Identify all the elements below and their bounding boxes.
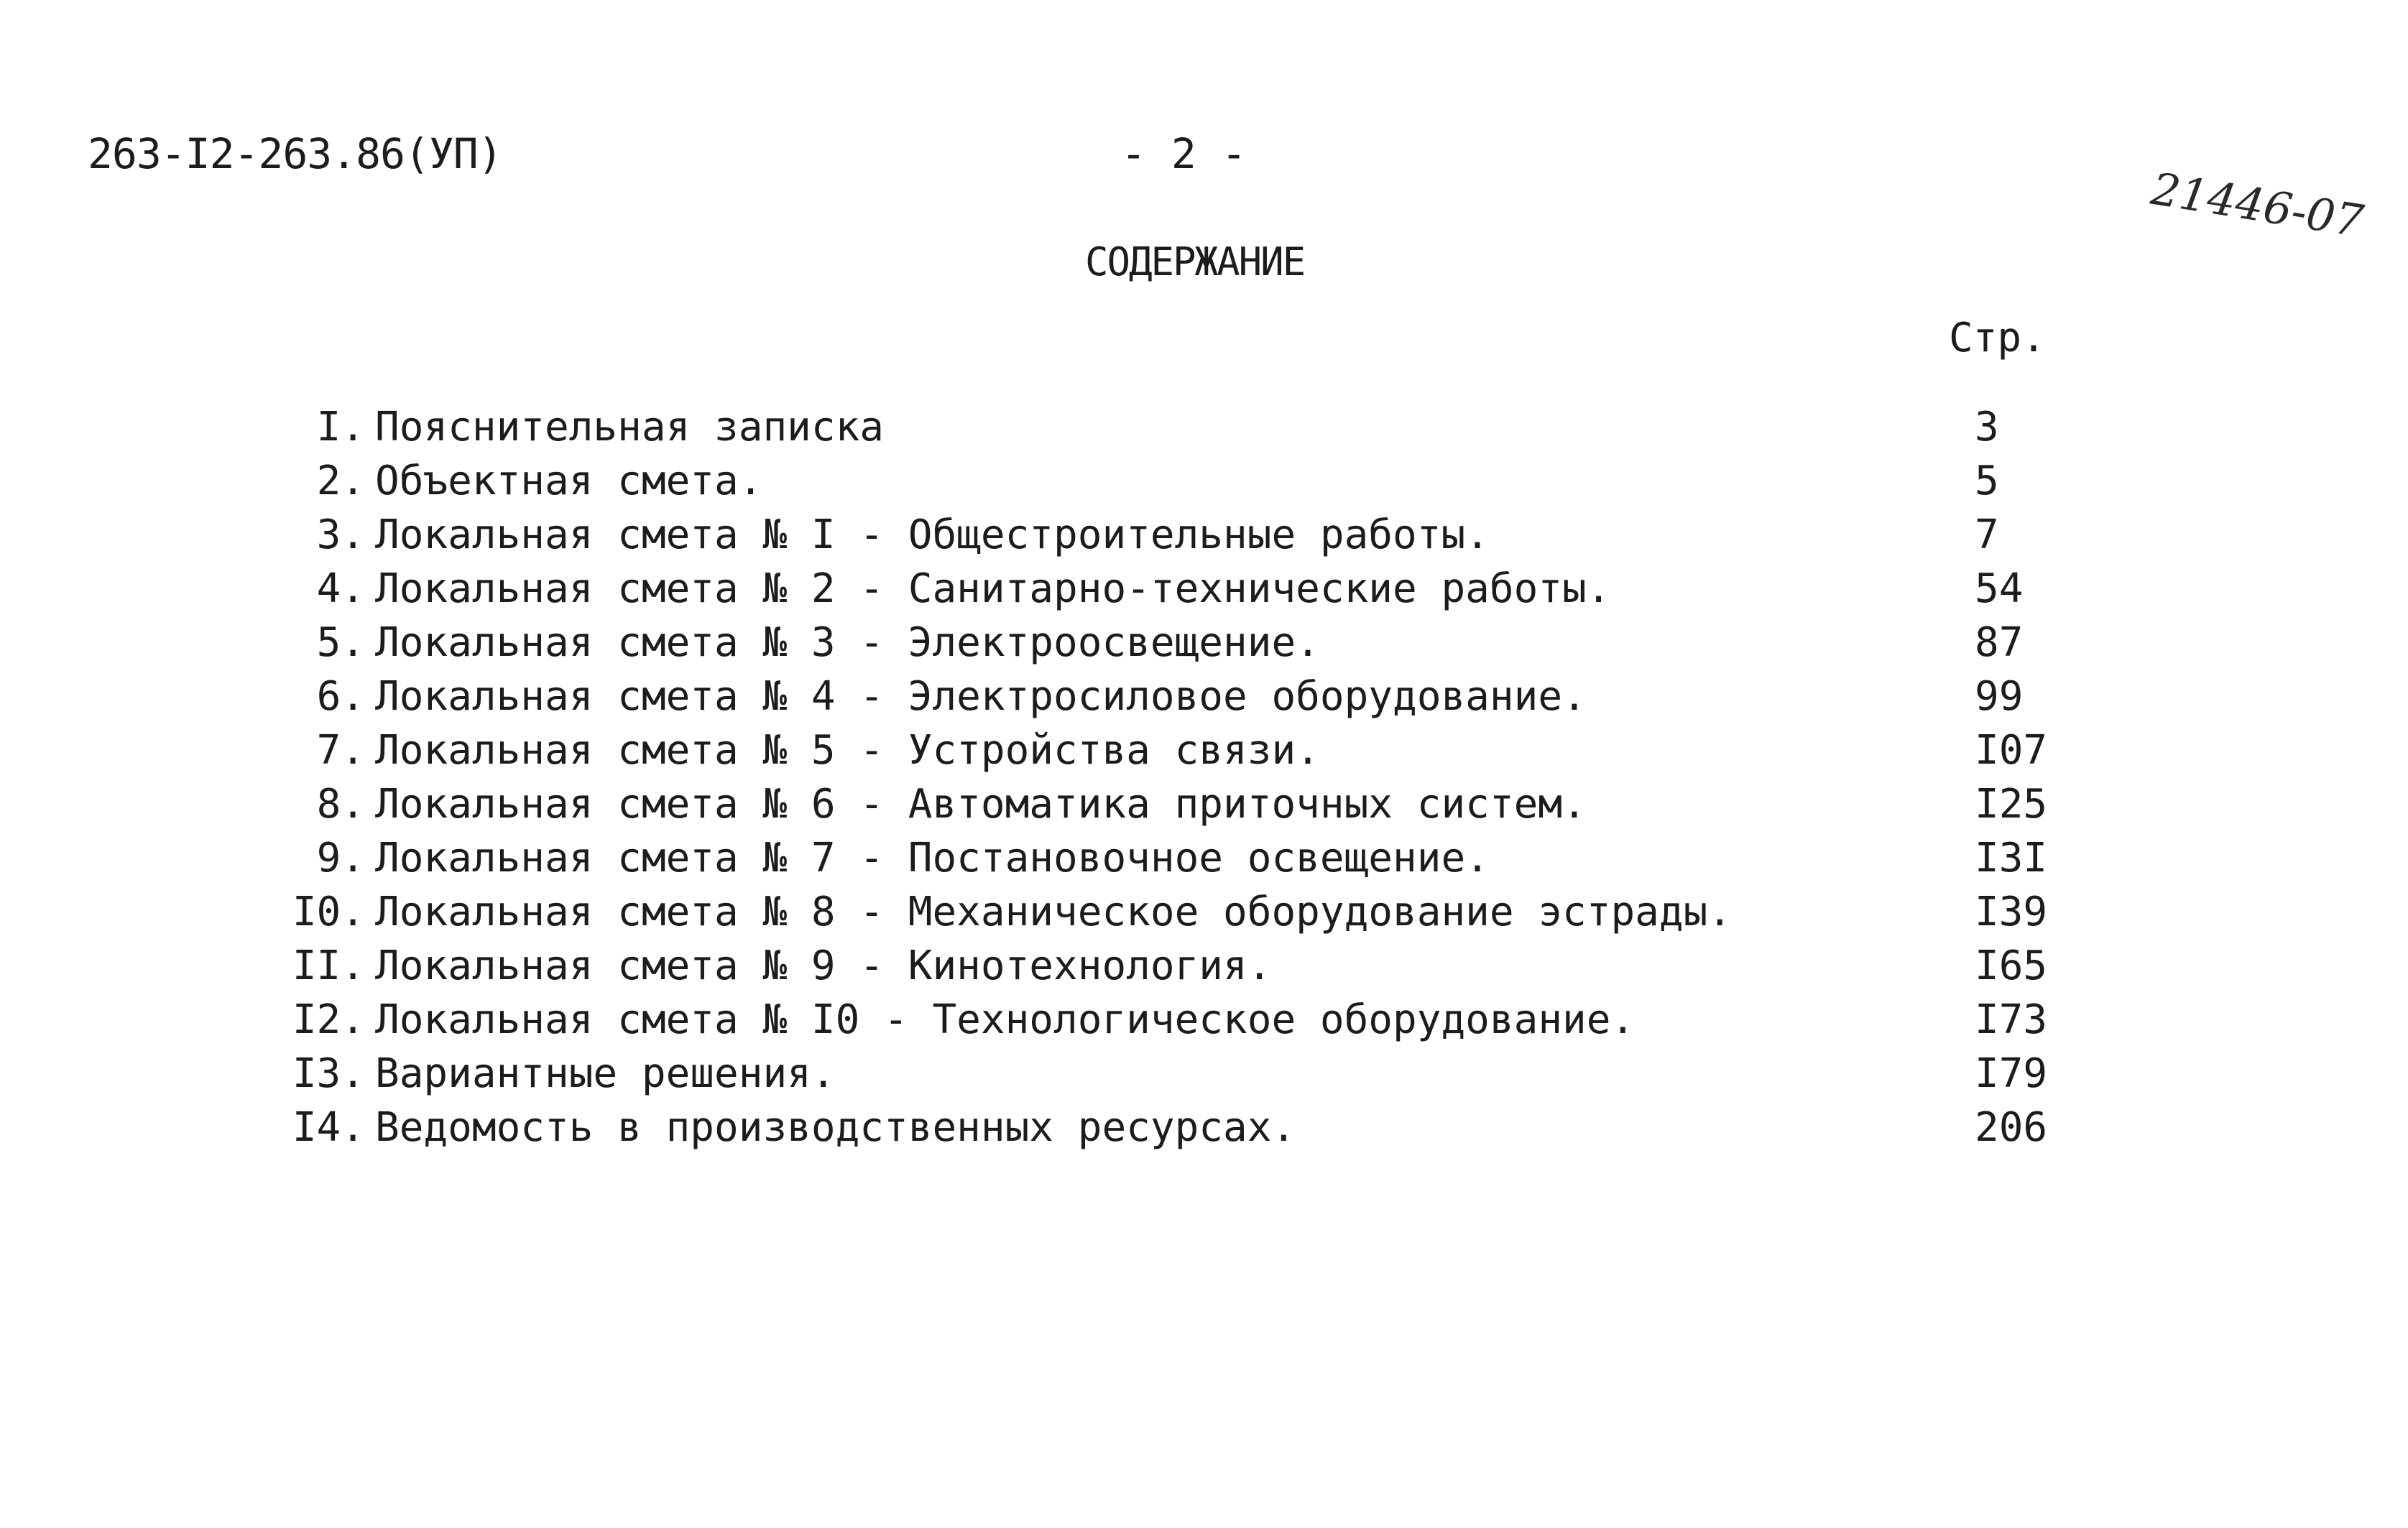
toc-item-number: 2. bbox=[316, 458, 365, 504]
toc-item-title: Локальная смета № I - Общестроительные работы. bbox=[375, 511, 1490, 558]
toc-item-title: Локальная смета № I0 - Технологическое оборудование. bbox=[375, 996, 1636, 1043]
toc-item-title: Вариантные решения. bbox=[375, 1050, 836, 1097]
toc-item-title: Ведомость в производственных ресурсах. bbox=[375, 1104, 1296, 1151]
toc-row bbox=[0, 1047, 2408, 1101]
toc-item-page: I39 bbox=[1975, 889, 2048, 935]
toc-row bbox=[0, 777, 2408, 831]
toc-item-page: I73 bbox=[1975, 996, 2048, 1043]
toc-item-page: I07 bbox=[1975, 727, 2048, 774]
toc-item-title: Локальная смета № 6 - Автоматика приточных систем. bbox=[375, 781, 1587, 828]
toc-row bbox=[0, 1101, 2408, 1154]
toc-item-number: I0. bbox=[292, 889, 365, 935]
page-number: - 2 - bbox=[1121, 129, 1247, 178]
toc-item-title: Объектная смета. bbox=[375, 458, 763, 504]
toc-item-number: 7. bbox=[316, 727, 365, 774]
toc-item-number: 8. bbox=[316, 781, 365, 828]
toc-item-page: 206 bbox=[1975, 1104, 2048, 1151]
handwritten-inventory-number: 21446-07 bbox=[2147, 162, 2367, 248]
toc-item-page: 7 bbox=[1975, 511, 1999, 558]
toc-row bbox=[0, 400, 2408, 454]
toc-item-title: Локальная смета № 4 - Электросиловое оборудование. bbox=[375, 673, 1587, 720]
toc-row bbox=[0, 723, 2408, 777]
toc-item-number: II. bbox=[292, 943, 365, 989]
toc-item-number: 3. bbox=[316, 511, 365, 558]
toc-row bbox=[0, 939, 2408, 993]
toc-item-title: Локальная смета № 7 - Постановочное освещение. bbox=[375, 835, 1490, 881]
toc-item-page: 5 bbox=[1975, 458, 1999, 504]
toc-row bbox=[0, 616, 2408, 670]
toc-item-page: 54 bbox=[1975, 565, 2024, 612]
toc-item-title: Локальная смета № 3 - Электроосвещение. bbox=[375, 619, 1320, 666]
toc-item-number: 9. bbox=[316, 835, 365, 881]
document-code: 263-I2-263.86(УП) bbox=[88, 129, 502, 178]
toc-item-number: 5. bbox=[316, 619, 365, 666]
toc-item-title: Локальная смета № 9 - Кинотехнология. bbox=[375, 943, 1272, 989]
toc-row bbox=[0, 885, 2408, 939]
toc-item-title: Локальная смета № 2 - Санитарно-технические работы. bbox=[375, 565, 1611, 612]
toc-item-page: 99 bbox=[1975, 673, 2024, 720]
toc-item-number: I3. bbox=[292, 1050, 365, 1097]
toc-item-title: Локальная смета № 5 - Устройства связи. bbox=[375, 727, 1320, 774]
toc-item-number: 4. bbox=[316, 565, 365, 612]
toc-row bbox=[0, 670, 2408, 723]
toc-item-title: Локальная смета № 8 - Механическое оборудование эстрады. bbox=[375, 889, 1733, 935]
toc-item-page: 3 bbox=[1975, 404, 1999, 450]
toc-item-title: Пояснительная записка bbox=[375, 404, 885, 450]
toc-row bbox=[0, 562, 2408, 616]
toc-item-page: 87 bbox=[1975, 619, 2024, 666]
toc-item-page: I25 bbox=[1975, 781, 2048, 828]
toc-row bbox=[0, 831, 2408, 885]
page-column-header: Стр. bbox=[1949, 315, 2046, 361]
page-title: СОДЕРЖАНИЕ bbox=[1085, 239, 1305, 284]
toc-row bbox=[0, 508, 2408, 562]
toc-row bbox=[0, 454, 2408, 508]
toc-item-number: 6. bbox=[316, 673, 365, 720]
toc-item-page: I65 bbox=[1975, 943, 2048, 989]
toc-item-page: I3I bbox=[1975, 835, 2048, 881]
toc-row bbox=[0, 993, 2408, 1047]
toc-item-number: I. bbox=[316, 404, 365, 450]
toc-item-number: I4. bbox=[292, 1104, 365, 1151]
toc-item-page: I79 bbox=[1975, 1050, 2048, 1097]
table-of-contents bbox=[0, 400, 2408, 1154]
toc-item-number: I2. bbox=[292, 996, 365, 1043]
